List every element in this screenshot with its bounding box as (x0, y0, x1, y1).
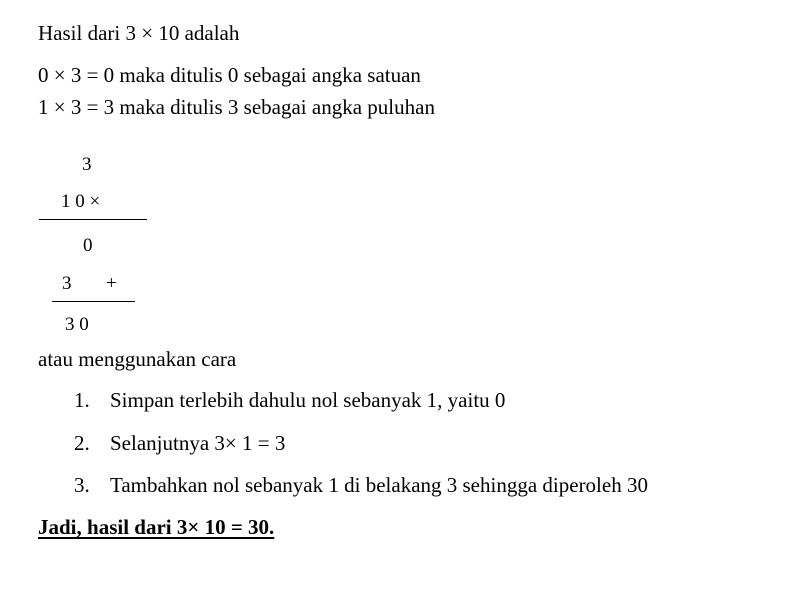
rule-2 (52, 301, 135, 302)
list-item-text: Simpan terlebih dahulu nol sebanyak 1, yaitu 0 (110, 388, 506, 412)
list-number: 2. (74, 431, 90, 455)
conclusion-text: Jadi, hasil dari 3× 10 = 30. (38, 515, 275, 539)
rule-1 (39, 219, 147, 220)
list-item-text: Tambahkan nol sebanyak 1 di belakang 3 sehingga diperoleh 30 (110, 473, 648, 497)
step-line-2: 1 × 3 = 3 maka ditulis 3 sebagai angka puluhan (38, 95, 435, 119)
list-number: 1. (74, 388, 90, 412)
multiplicand: 3 (82, 154, 92, 175)
list-item (74, 475, 648, 496)
list-number: 3. (74, 473, 90, 497)
product-result: 3 0 (65, 314, 89, 335)
partial-product-2: 3 (62, 273, 72, 294)
list-item (74, 390, 505, 411)
step-line-1: 0 × 3 = 0 maka ditulis 0 sebagai angka satuan (38, 63, 421, 87)
partial-product-1: 0 (83, 235, 93, 256)
plus-sign: + (106, 273, 117, 294)
alt-method-label: atau menggunakan cara (38, 347, 237, 371)
list-item-text: Selanjutnya 3× 1 = 3 (110, 431, 286, 455)
multiplier-row: 1 0 × (61, 191, 101, 212)
list-item (74, 433, 285, 454)
intro-text: Hasil dari 3 × 10 adalah (38, 21, 240, 45)
